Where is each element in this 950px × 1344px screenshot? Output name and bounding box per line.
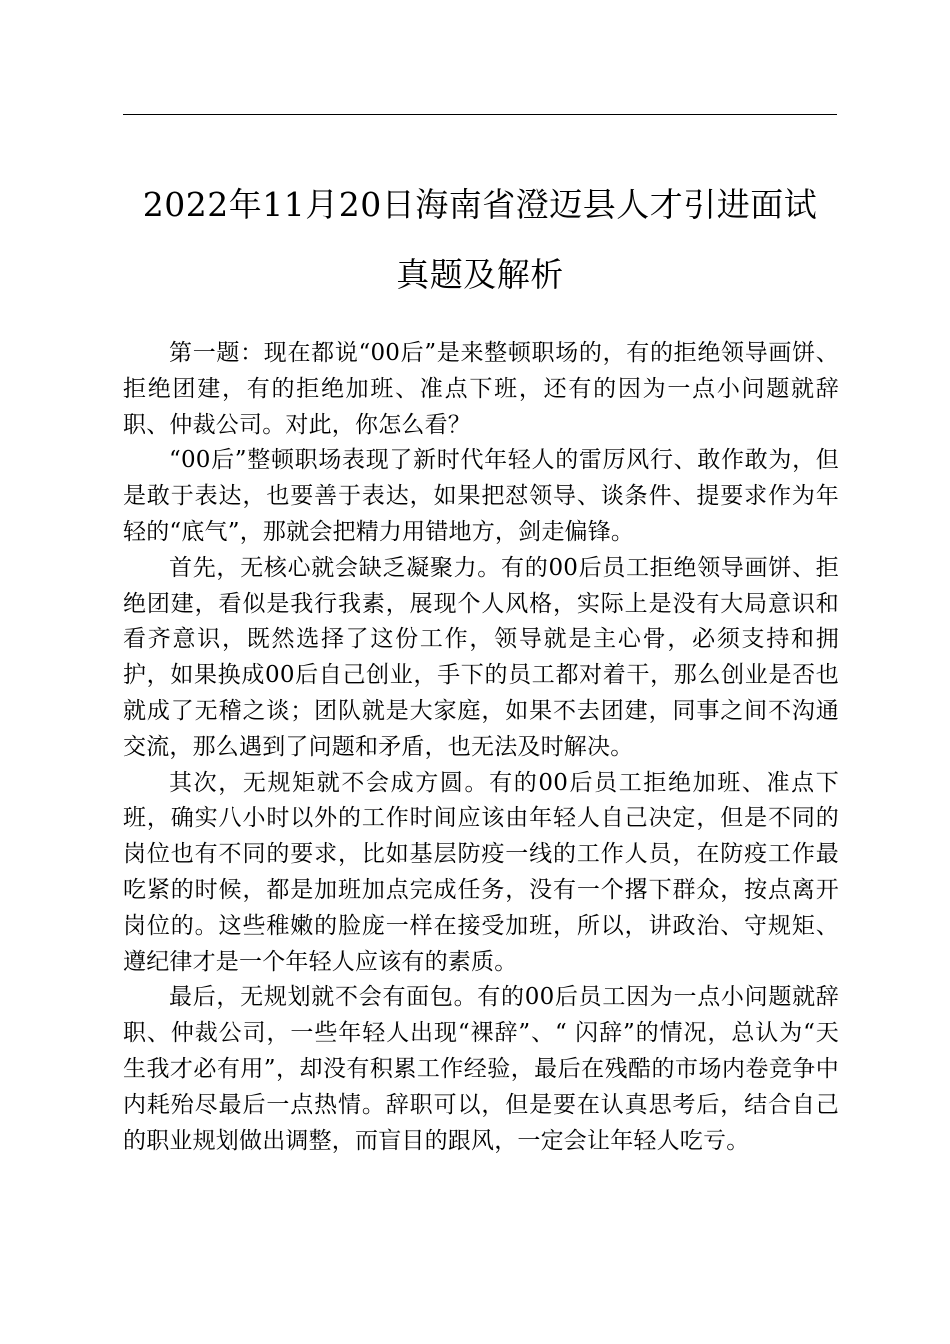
paragraph-intro: “00后”整顿职场表现了新时代年轻人的雷厉风行、敢作敢为，但是敢于表达，也要善于表达，如果把怼领导、谈条件、提要求作为年轻的“底气”，那就会把精力用错地方，剑走偏锋。 [123,447,839,545]
title-line-2: 真题及解析 [396,255,564,294]
document-body [123,336,839,1159]
document-title [110,170,850,310]
header-rule [123,114,837,115]
paragraph-first-point: 首先，无核心就会缺乏凝聚力。有的00后员工拒绝领导画饼、拒绝团建，看似是我行我素，展现个人风格，实际上是没有大局意识和看齐意识，既然选择了这份工作，领导就是主心骨，必须支持和拥护，如果换成00后自己创业，手下的员工都对着干，那么创业是否也就成了无稽之谈；团队就是大家庭，如果不去团建，同事之间不沟通交流，那么遇到了问题和矛盾，也无法及时解决。 [123,554,839,760]
title-line-1: 2022年11月20日海南省澄迈县人才引进面试 [142,185,818,224]
paragraph-third-point: 最后，无规划就不会有面包。有的00后员工因为一点小问题就辞职、仲裁公司，一些年轻人出现“裸辞”、“ 闪辞”的情况，总认为“天生我才必有用”，却没有积累工作经验，最后在残酷的市场内卷竞争中内耗殆尽最后一点热情。辞职可以，但是要在认真思考后，结合自己的职业规划做出调整，而盲目的跟风，一定会让年轻人吃亏。 [123,984,839,1154]
paragraph-question: 第一题：现在都说“00后”是来整顿职场的，有的拒绝领导画饼、拒绝团建，有的拒绝加班、准点下班，还有的因为一点小问题就辞职、仲裁公司。对此，你怎么看？ [123,340,839,438]
paragraph-second-point: 其次，无规矩就不会成方圆。有的00后员工拒绝加班、准点下班，确实八小时以外的工作时间应该由年轻人自己决定，但是不同的岗位也有不同的要求，比如基层防疫一线的工作人员，在防疫工作最吃紧的时候，都是加班加点完成任务，没有一个撂下群众，按点离开岗位的。这些稚嫩的脸庞一样在接受加班，所以，讲政治、守规矩、遵纪律才是一个年轻人应该有的素质。 [123,769,839,975]
